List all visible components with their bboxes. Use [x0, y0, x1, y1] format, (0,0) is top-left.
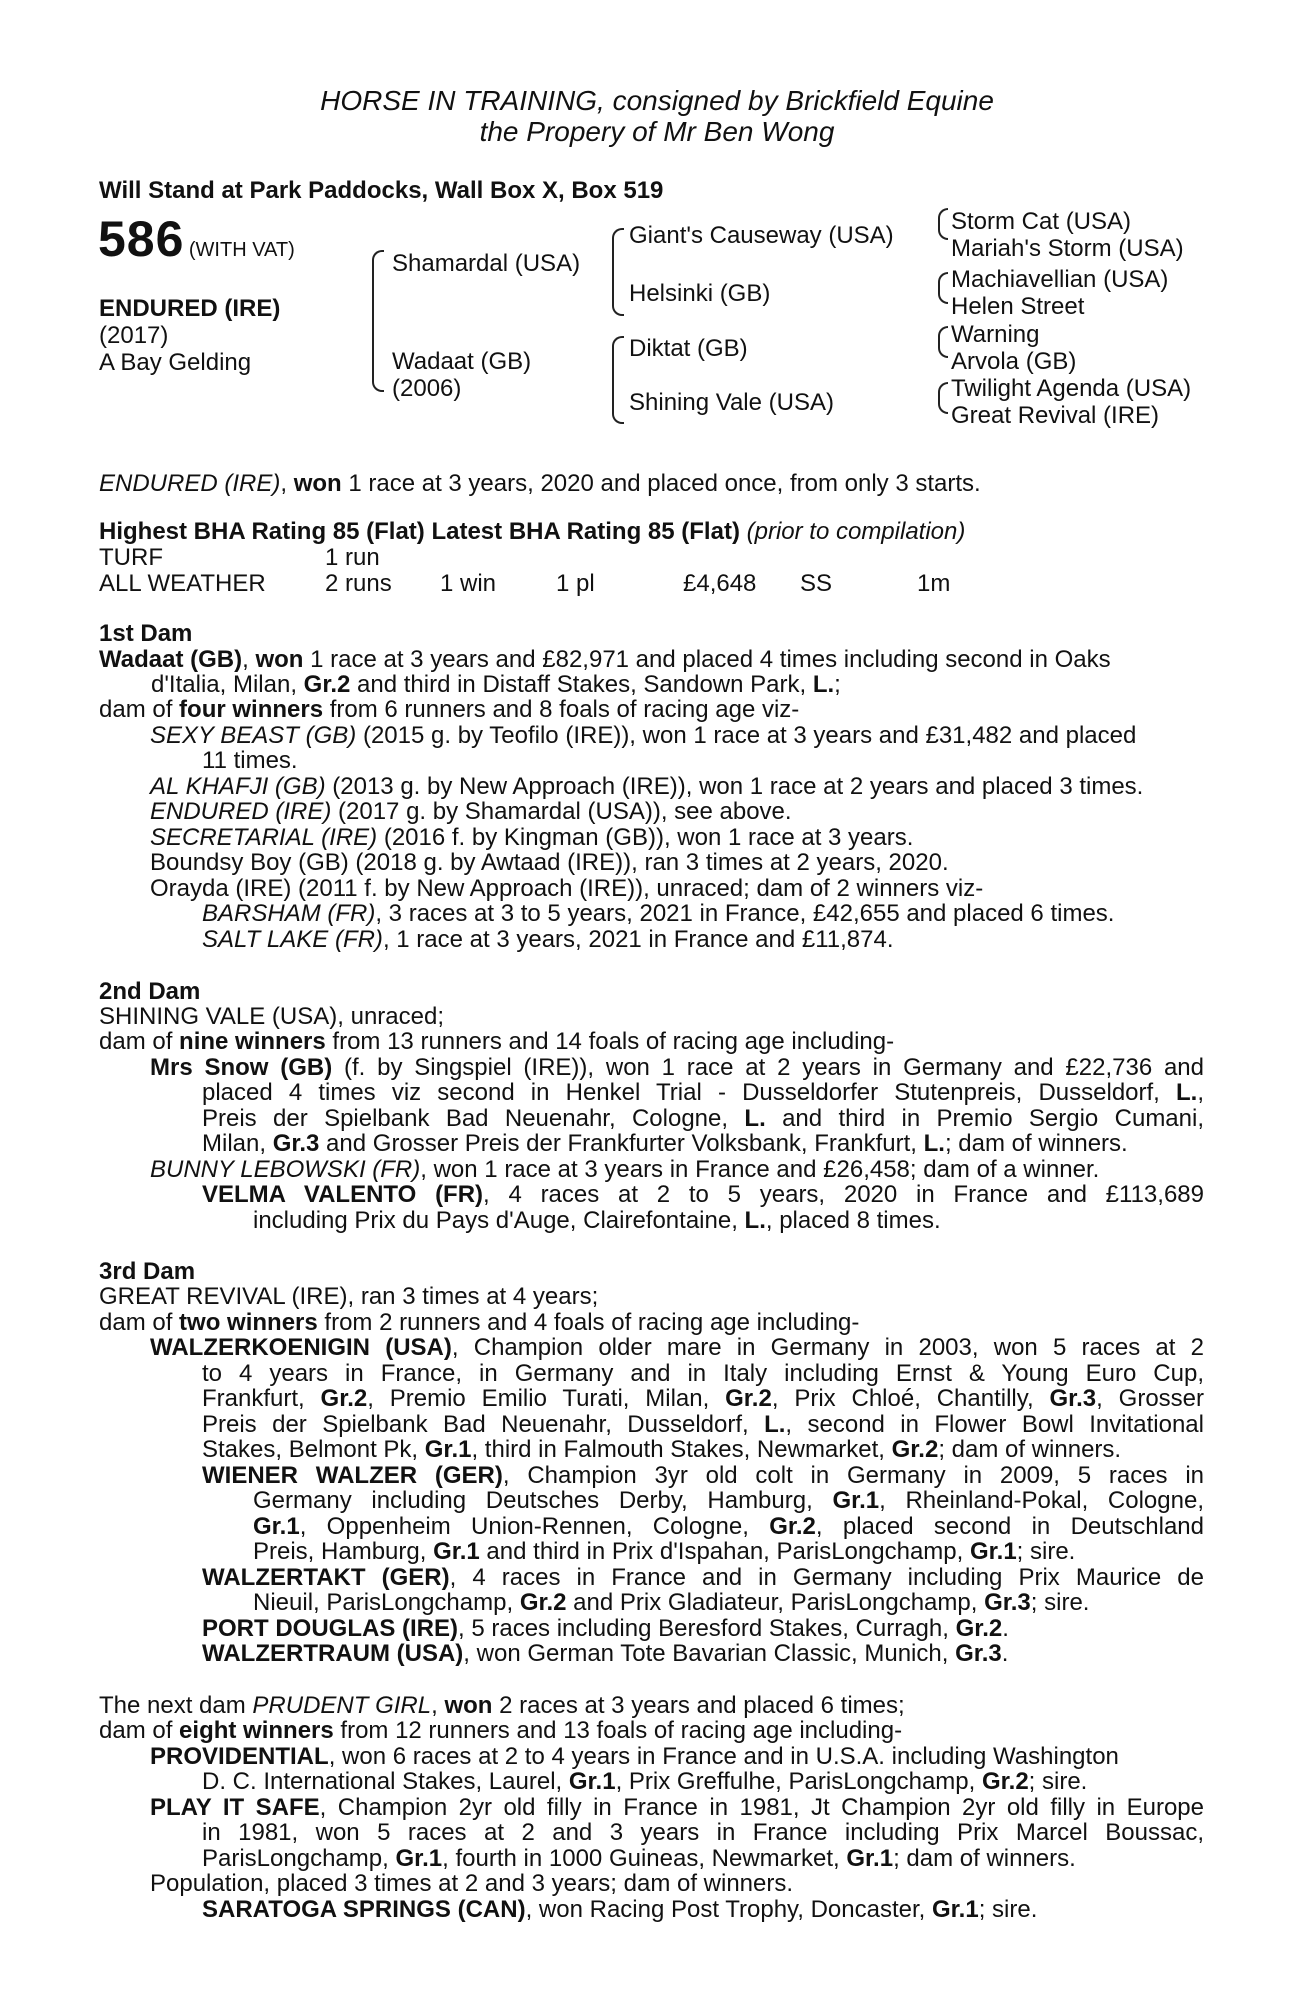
- grade: Gr.3: [272, 1130, 320, 1157]
- grade: Gr.3: [955, 1640, 1002, 1667]
- produce-walzerkoenigin-3: [202, 1385, 1204, 1411]
- horse-name: Mrs Snow (GB): [150, 1054, 333, 1080]
- produce-wiener-walzer-2: [253, 1487, 1204, 1513]
- text: ,: [431, 1692, 445, 1719]
- catalogue-header-line2: the Propery of Mr Ben Wong: [479, 116, 835, 147]
- brace-dam-dam: [612, 374, 624, 424]
- pedigree-g1: Storm Cat (USA): [951, 208, 1132, 235]
- text: , Champion 2yr old filly in France in 1981, Jt Champion 2yr old filly in Europe: [319, 1794, 1204, 1820]
- text: , won German Tote Bavarian Classic, Munich,: [463, 1640, 956, 1667]
- third-dam-line1: GREAT REVIVAL (IRE), ran 3 times at 4 years;: [99, 1283, 599, 1310]
- text: and Grosser Preis der Frankfurter Volksbank, Frankfurt,: [319, 1130, 924, 1157]
- text: dam of: [99, 1717, 180, 1744]
- text: .: [1002, 1615, 1009, 1642]
- next-dam-line1: [99, 1692, 905, 1720]
- grade: Gr.1: [253, 1513, 300, 1539]
- text: (f. by Singspiel (IRE)), won 1 race at 2 years in Germany and £22,736 and: [332, 1054, 1204, 1080]
- text: , second in Flower Bowl Invitational: [785, 1411, 1204, 1437]
- pedigree-g2: Mariah's Storm (USA): [951, 235, 1184, 262]
- grade: Gr.3: [1049, 1385, 1097, 1411]
- text: , 4 races in France and in Germany including Prix Maurice de: [449, 1564, 1204, 1590]
- horse-name: PROVIDENTIAL: [150, 1743, 329, 1770]
- grade: Gr.2: [725, 1385, 772, 1411]
- horse-name: WALZERKOENIGIN (USA): [150, 1334, 452, 1360]
- produce-play-it-safe: [150, 1794, 1204, 1820]
- summary-horse-name: ENDURED (IRE): [99, 470, 281, 497]
- pedigree-dam-year: (2006): [392, 375, 462, 402]
- horse-name: SALT LAKE (FR): [202, 926, 383, 953]
- produce-walzertakt: [202, 1564, 1204, 1590]
- horse-name: WIENER WALZER (GER): [202, 1462, 503, 1488]
- listed: L.: [812, 671, 835, 698]
- brace-sire: [372, 250, 384, 334]
- listed: L.: [744, 1105, 766, 1131]
- produce-mrs-snow-3: [202, 1105, 1204, 1131]
- produce-bunny-lebowski: [150, 1156, 1099, 1184]
- horse-name: VELMA VALENTO (FR): [202, 1181, 484, 1207]
- produce-port-douglas: [202, 1615, 1009, 1643]
- text: Preis, Hamburg,: [253, 1538, 434, 1565]
- text: placed 4 times viz second in Henkel Trial - Dusseldorfer Stutenpreis, Dusseldorf,: [202, 1079, 1176, 1105]
- text: (2013 g. by New Approach (IRE)), won 1 race at 2 years and placed 3 times.: [325, 773, 1144, 800]
- second-dam-heading: 2nd Dam: [99, 978, 201, 1005]
- listed: L.: [744, 1207, 766, 1234]
- listed: L.: [923, 1130, 945, 1157]
- produce-sexy-beast-cont: 11 times.: [202, 747, 298, 774]
- produce-saratoga-springs: [202, 1896, 1037, 1924]
- turf-label: TURF: [99, 544, 163, 571]
- text: , 3 races at 3 to 5 years, 2021 in France, £42,655 and placed 6 times.: [375, 900, 1115, 927]
- text: , Grosser: [1096, 1385, 1204, 1411]
- produce-barsham: [202, 900, 1114, 928]
- produce-walzerkoenigin: [150, 1334, 1204, 1360]
- text: Milan,: [202, 1130, 273, 1157]
- summary-won: won: [293, 470, 342, 497]
- lot-vat: (WITH VAT): [188, 239, 295, 261]
- stand-location: Will Stand at Park Paddocks, Wall Box X, Box 519: [99, 177, 664, 204]
- summary-text: 1 race at 3 years, 2020 and placed once, from only 3 starts.: [341, 470, 981, 497]
- pedigree-sire-sire: Giant's Causeway (USA): [629, 222, 894, 249]
- brace-g6: [938, 340, 948, 358]
- horse-name: SECRETARIAL (IRE): [150, 824, 378, 851]
- text: dam of: [99, 696, 180, 723]
- produce-mrs-snow-2: [202, 1079, 1204, 1105]
- listed: L.: [1176, 1079, 1198, 1105]
- text: Preis der Spielbank Bad Neuenahr, Cologne,: [202, 1105, 745, 1131]
- grade: Gr.2: [519, 1589, 567, 1616]
- brace-sire-dam: [612, 270, 624, 316]
- text: dam of: [99, 1028, 180, 1055]
- produce-play-it-safe-3: [202, 1845, 1076, 1873]
- first-dam-line3: [99, 696, 799, 724]
- produce-providential-2: [202, 1768, 1087, 1796]
- listed: L.: [764, 1411, 786, 1437]
- produce-boundsy-boy: Boundsy Boy (GB) (2018 g. by Awtaad (IRE)), ran 3 times at 2 years, 2020.: [150, 849, 949, 876]
- text: , Rheinland-Pokal, Cologne,: [879, 1487, 1204, 1513]
- pedigree-sire-dam: Helsinki (GB): [629, 280, 771, 307]
- grade: Gr.1: [832, 1487, 880, 1513]
- text: Germany including Deutsches Derby, Hamburg,: [253, 1487, 833, 1513]
- produce-population: Population, placed 3 times at 2 and 3 years; dam of winners.: [150, 1870, 794, 1897]
- pedigree-g4: Helen Street: [951, 293, 1085, 320]
- aw-label: ALL WEATHER: [99, 570, 266, 597]
- text: , won 6 races at 2 to 4 years in France and in U.S.A. including Washington: [328, 1743, 1119, 1770]
- text: and third in Distaff Stakes, Sandown Park,: [350, 671, 813, 698]
- grade: Gr.2: [891, 1436, 939, 1463]
- text: ; sire.: [978, 1896, 1038, 1923]
- text: , Champion older mare in Germany in 2003, won 5 races at 2: [451, 1334, 1204, 1360]
- text: from 13 runners and 14 foals of racing age including-: [325, 1028, 895, 1055]
- produce-sexy-beast: [150, 722, 1136, 750]
- text: including Prix du Pays d'Auge, Clairefontaine,: [253, 1207, 745, 1234]
- pedigree-g6: Arvola (GB): [951, 348, 1077, 375]
- text: Nieuil, ParisLongchamp,: [253, 1589, 520, 1616]
- text: , placed 8 times.: [765, 1207, 941, 1234]
- winners-count: nine winners: [179, 1028, 326, 1055]
- rating-note: (prior to compilation): [746, 518, 966, 545]
- text: .: [1001, 1640, 1009, 1667]
- horse-name: WALZERTAKT (GER): [202, 1564, 450, 1590]
- winners-count: four winners: [179, 696, 324, 723]
- lot-horse-name: ENDURED (IRE): [99, 295, 281, 322]
- text: from 2 runners and 4 foals of racing age including-: [317, 1309, 860, 1336]
- aw-going: SS: [800, 570, 833, 597]
- lot-description: A Bay Gelding: [99, 349, 252, 376]
- brace-dam: [372, 330, 384, 392]
- text: , Premio Emilio Turati, Milan,: [367, 1385, 726, 1411]
- text: , third in Falmouth Stakes, Newmarket,: [471, 1436, 892, 1463]
- first-dam-won: won: [255, 646, 304, 673]
- produce-providential: [150, 1743, 1119, 1771]
- grade: Gr.1: [433, 1538, 480, 1565]
- produce-walzerkoenigin-4: [202, 1411, 1204, 1437]
- horse-name: PRUDENT GIRL: [252, 1692, 432, 1719]
- grade: Gr.1: [424, 1436, 472, 1463]
- aw-wins: 1 win: [440, 570, 497, 597]
- text: (2017 g. by Shamardal (USA)), see above.: [331, 798, 792, 825]
- text: Preis der Spielbank Bad Neuenahr, Dusseldorf,: [202, 1411, 765, 1437]
- text: ; sire.: [1016, 1538, 1076, 1565]
- text: dam of: [99, 1309, 180, 1336]
- text: ; sire.: [1030, 1589, 1090, 1616]
- produce-mrs-snow: [150, 1054, 1204, 1080]
- grade: Gr.2: [303, 671, 351, 698]
- horse-name: SEXY BEAST (GB): [150, 722, 357, 749]
- text: Frankfurt,: [202, 1385, 321, 1411]
- race-summary: ENDURED (IRE), won 1 race at 3 years, 2020 and placed once, from only 3 starts.: [99, 470, 981, 497]
- text: D. C. International Stakes, Laurel,: [202, 1768, 569, 1795]
- produce-endured: [150, 798, 792, 826]
- produce-secretarial: [150, 824, 913, 852]
- grade: Gr.2: [769, 1513, 816, 1539]
- text: , 4 races at 2 to 5 years, 2020 in France and £113,689: [483, 1181, 1204, 1207]
- first-dam-text: 1 race at 3 years and £82,971 and placed 4 times including second in Oaks: [303, 646, 1111, 673]
- horse-name: ENDURED (IRE): [150, 798, 332, 825]
- text: , fourth in 1000 Guineas, Newmarket,: [442, 1845, 847, 1872]
- pedigree-g7: Twilight Agenda (USA): [951, 375, 1192, 402]
- text: , won 1 race at 3 years in France and £26,458; dam of a winner.: [420, 1156, 1100, 1183]
- horse-name: PORT DOUGLAS (IRE): [202, 1615, 458, 1642]
- pedigree-g8: Great Revival (IRE): [951, 402, 1160, 429]
- text: , Prix Chloé, Chantilly,: [771, 1385, 1050, 1411]
- text: , 1 race at 3 years, 2021 in France and £11,874.: [382, 926, 894, 953]
- produce-mrs-snow-4: [202, 1130, 1128, 1158]
- text: (2015 g. by Teofilo (IRE)), won 1 race at 3 years and £31,482 and placed: [356, 722, 1137, 749]
- text: ,: [1197, 1079, 1204, 1105]
- horse-name: PLAY IT SAFE: [150, 1794, 320, 1820]
- winners-count: two winners: [179, 1309, 318, 1336]
- text: and third in Prix d'Ispahan, ParisLongchamp,: [479, 1538, 970, 1565]
- produce-walzertakt-2: [253, 1589, 1089, 1617]
- text: The next dam: [99, 1692, 253, 1719]
- produce-wiener-walzer-3: [253, 1513, 1204, 1539]
- text: from 6 runners and 8 foals of racing age viz-: [323, 696, 800, 723]
- aw-earnings: £4,648: [683, 570, 757, 597]
- first-dam-name: Wadaat (GB): [99, 646, 243, 673]
- horse-name: SARATOGA SPRINGS (CAN): [202, 1896, 526, 1923]
- horse-name: BARSHAM (FR): [202, 900, 376, 927]
- grade: Gr.1: [969, 1538, 1017, 1565]
- first-dam-line2: [151, 671, 841, 699]
- text: and Prix Gladiateur, ParisLongchamp,: [566, 1589, 985, 1616]
- text: , Champion 3yr old colt in Germany in 2009, 5 races in: [502, 1462, 1204, 1488]
- text: ;: [834, 671, 841, 698]
- pedigree-dam: Wadaat (GB): [392, 348, 532, 375]
- grade: Gr.1: [846, 1845, 894, 1872]
- brace-dam-sire: [612, 336, 624, 378]
- grade: Gr.1: [395, 1845, 443, 1872]
- lot-year: (2017): [99, 322, 169, 349]
- grade: Gr.3: [984, 1589, 1031, 1616]
- brace-g2: [938, 222, 948, 240]
- second-dam-line1: SHINING VALE (USA), unraced;: [99, 1003, 444, 1030]
- produce-wiener-walzer: [202, 1462, 1204, 1488]
- text: ; dam of winners.: [893, 1845, 1076, 1872]
- text: 2 races at 3 years and placed 6 times;: [492, 1692, 905, 1719]
- text: ; dam of winners.: [944, 1130, 1128, 1157]
- produce-al-khafji: [150, 773, 1143, 801]
- brace-g8: [938, 396, 948, 414]
- grade: Gr.1: [932, 1896, 979, 1923]
- horse-name: BUNNY LEBOWSKI (FR): [150, 1156, 421, 1183]
- pedigree-dam-dam: Shining Vale (USA): [629, 389, 834, 416]
- aw-runs: 2 runs: [325, 570, 392, 597]
- first-dam-line1: Wadaat (GB), won 1 race at 3 years and £82,971 and placed 4 times including second in Oaks: [99, 646, 1111, 673]
- text: Stakes, Belmont Pk,: [202, 1436, 425, 1463]
- lot-number-block: [98, 210, 295, 268]
- grade: Gr.2: [320, 1385, 368, 1411]
- bha-rating: [99, 518, 965, 546]
- brace-sire-sire: [612, 228, 624, 274]
- grade: Gr.2: [981, 1768, 1029, 1795]
- produce-play-it-safe-2: in 1981, won 5 races at 2 and 3 years in France including Prix Marcel Boussac,: [202, 1819, 1204, 1845]
- produce-orayda: Orayda (IRE) (2011 f. by New Approach (IRE)), unraced; dam of 2 winners viz-: [150, 875, 984, 902]
- horse-name: WALZERTRAUM (USA): [202, 1640, 464, 1667]
- third-dam-line2: [99, 1309, 859, 1337]
- grade: Gr.2: [955, 1615, 1003, 1642]
- text: ; sire.: [1028, 1768, 1088, 1795]
- pedigree-dam-sire: Diktat (GB): [629, 335, 748, 362]
- produce-walzerkoenigin-5: [202, 1436, 1121, 1464]
- pedigree-sire: Shamardal (USA): [392, 250, 581, 277]
- horse-name: AL KHAFJI (GB): [150, 773, 326, 800]
- text: ; dam of winners.: [938, 1436, 1122, 1463]
- rating-label: Highest BHA Rating 85 (Flat) Latest BHA Rating 85 (Flat): [99, 518, 740, 545]
- text: d'Italia, Milan,: [151, 671, 304, 698]
- second-dam-line2: [99, 1028, 894, 1056]
- text: from 12 runners and 13 foals of racing age including-: [333, 1717, 903, 1744]
- turf-runs: 1 run: [325, 544, 380, 571]
- text: , Oppenheim Union-Rennen, Cologne,: [299, 1513, 770, 1539]
- produce-velma-valento: [202, 1181, 1204, 1207]
- next-dam-line2: [99, 1717, 902, 1745]
- text: (2016 f. by Kingman (GB)), won 1 race at 3 years.: [377, 824, 914, 851]
- pedigree-g3: Machiavellian (USA): [951, 266, 1169, 293]
- first-dam-heading: 1st Dam: [99, 620, 193, 647]
- pedigree-g5: Warning: [951, 321, 1040, 348]
- produce-walzertraum: [202, 1640, 1008, 1668]
- produce-salt-lake: [202, 926, 894, 954]
- winners-count: eight winners: [179, 1717, 334, 1744]
- produce-velma-valento-2: [253, 1207, 941, 1235]
- text: , won Racing Post Trophy, Doncaster,: [525, 1896, 932, 1923]
- text: , 5 races including Beresford Stakes, Curragh,: [458, 1615, 956, 1642]
- aw-placed: 1 pl: [556, 570, 595, 597]
- won: won: [444, 1692, 493, 1719]
- aw-distance: 1m: [917, 570, 951, 597]
- lot-number: 586: [98, 211, 185, 267]
- text: ParisLongchamp,: [202, 1845, 396, 1872]
- produce-wiener-walzer-4: [253, 1538, 1075, 1566]
- text: , placed second in Deutschland: [815, 1513, 1204, 1539]
- text: , Prix Greffulhe, ParisLongchamp,: [615, 1768, 982, 1795]
- produce-walzerkoenigin-2: to 4 years in France, in Germany and in Italy including Ernst & Young Euro Cup,: [202, 1360, 1204, 1386]
- brace-g4: [938, 286, 948, 304]
- text: and third in Premio Sergio Cumani,: [765, 1105, 1204, 1131]
- grade: Gr.1: [568, 1768, 616, 1795]
- third-dam-heading: 3rd Dam: [99, 1258, 196, 1285]
- catalogue-header-line1: HORSE IN TRAINING, consigned by Brickfield Equine: [320, 85, 994, 116]
